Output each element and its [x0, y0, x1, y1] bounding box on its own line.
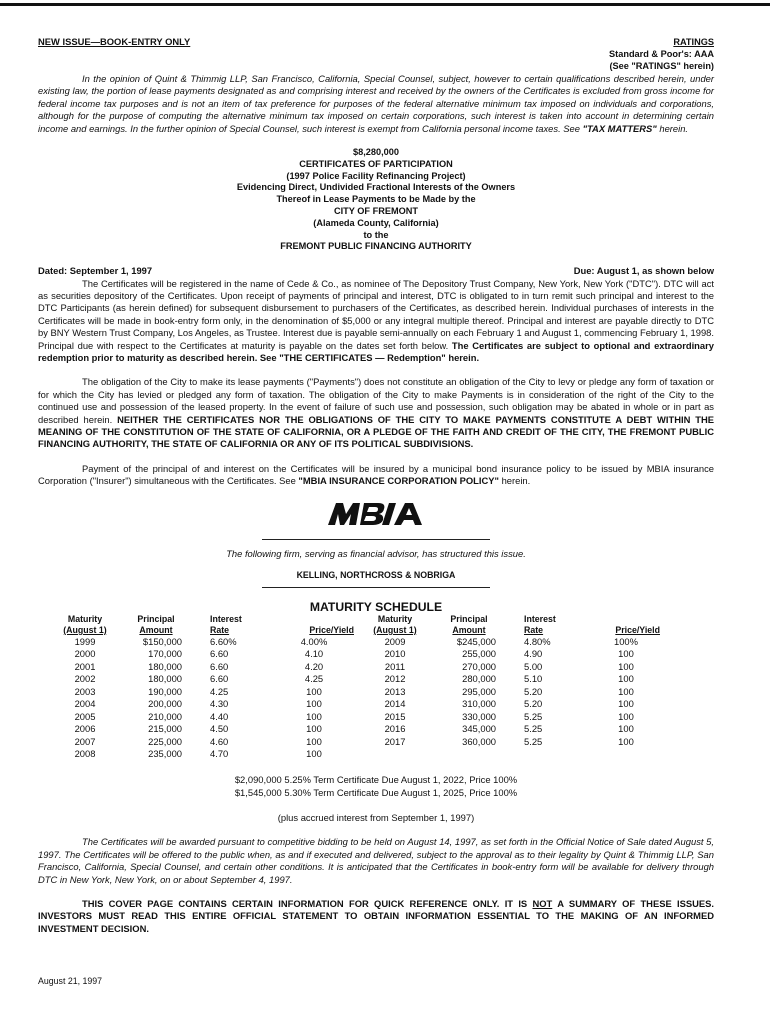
price-yield: 4.20: [304, 660, 324, 672]
table-row: [54, 748, 668, 761]
award-paragraph: The Certificates will be awarded pursuant to competitive bidding to be held on August 14, 1997, as set forth in the Official Notice of Sale dated August 5, 1997. The Certificates will be offered to the public when, as and if executed and delivered, subject to the approval as to their legality by Quint & Thimmig LLP, San Francisco, California, Special Counsel, and certain other conditions. It is anticipated that the Certificates in book-entry form will be available for delivery through DTC in New York, New York, on or about September 4, 1997.: [38, 836, 714, 885]
price-yield: 100: [618, 735, 634, 747]
insurance-paragraph: [38, 463, 714, 488]
price-yield: 100: [618, 710, 634, 722]
registration-text: The Certificates will be registered in the name of Cede & Co., as nominee of The Depository Trust Company, New York, New York ("DTC"). DTC will act as securities depository of the Certificates. Upon receipt of payments of principal and interest, DTC is obligated to in turn remit such principal and interest to the DTC Participants (as herein defined) for subsequent disbursement to purchasers of the Certificates, as described herein. Individual purchases of interests in the Certificates will be made in book-entry form only, in the denomination of $5,000 or any integral multiple thereof. Principal and interest are payable directly to DTC by BNY Western Trust Company, Los Angeles, as Trustee. Interest due is payable semi-annually on each February 1 and August 1, commencing February 1, 1998. Principal due with respect to the Certificates at maturity is payable on the dates set forth below.: [38, 277, 714, 351]
table-row: [54, 673, 668, 686]
interest-rate: 5.20: [524, 698, 543, 710]
notice-part-a: THIS COVER PAGE CONTAINS CERTAIN INFORMATION FOR QUICK REFERENCE ONLY. IT IS: [82, 897, 533, 909]
ratings-line: Standard & Poor's: AAA: [609, 49, 714, 60]
price-yield: 4.25: [304, 673, 324, 685]
interest-rate: 4.90: [524, 648, 543, 660]
quick-reference-notice: [38, 898, 714, 935]
issue-type: NEW ISSUE—BOOK-ENTRY ONLY: [38, 36, 191, 47]
interest-rate: 4.25: [210, 685, 229, 697]
to-the: to the: [363, 229, 389, 240]
price-yield: 100: [618, 685, 634, 697]
price-yield: 100: [618, 660, 634, 672]
price-yield: 100: [306, 723, 322, 735]
interest-rate: 4.70: [210, 748, 229, 760]
principal-amount: 180,000: [148, 673, 182, 685]
maturity-schedule-table: [54, 614, 668, 761]
price-yield: 100: [306, 735, 322, 747]
maturity-year: 2001: [74, 660, 96, 672]
price-yield: 100: [618, 723, 634, 735]
issue-amount: $8,280,000: [353, 147, 399, 158]
term-certificate-2022: $2,090,000 5.25% Term Certificate Due August 1, 2022, Price 100%: [234, 773, 518, 785]
maturity-year: 1999: [74, 635, 96, 647]
interest-rate: 5.25: [524, 710, 543, 722]
principal-amount: 190,000: [148, 685, 182, 697]
insurance-tail: herein.: [498, 475, 531, 487]
col-principal: Principal Amount: [137, 613, 175, 635]
interest-rate: 4.50: [210, 723, 229, 735]
maturity-year: 2012: [384, 673, 406, 685]
interest-rate: 5.00: [524, 660, 543, 672]
document-date: August 21, 1997: [38, 976, 103, 986]
table-row: [54, 636, 668, 649]
interest-rate: 4.80%: [524, 635, 551, 647]
principal-amount: 270,000: [462, 660, 496, 672]
price-yield: 100: [618, 648, 634, 660]
schedule-header-row: [54, 614, 668, 636]
interest-rate: [510, 748, 584, 761]
col-interest-2: Interest Rate: [524, 613, 556, 635]
principal-amount: 180,000: [148, 660, 182, 672]
principal-amount: $150,000: [142, 635, 182, 647]
table-row: [54, 648, 668, 661]
logo-rule: [262, 539, 490, 540]
interest-rate: 6.60%: [210, 635, 237, 647]
principal-amount: 360,000: [462, 735, 496, 747]
maturity-year: 2016: [384, 723, 406, 735]
redemption-notice: The Certificates are subject to optional and extraordinary redemption prior to maturity as described herein. See "THE CERTIFICATES — Redemption" herein.: [38, 339, 714, 364]
debt-disclaimer: NEITHER THE CERTIFICATES NOR THE OBLIGATIONS OF THE CITY TO MAKE PAYMENTS CONSTITUTE A DEBT WITHIN THE MEANING OF THE CONSTITUTION OF THE STATE OF CALIFORNIA, OR A PLEDGE OF THE FAITH AND CREDIT OF THE CITY, THE FREMONT PUBLIC FINANCING AUTHORITY, THE STATE OF CALIFORNIA OR ANY OF ITS POLITICAL SUBDIVISIONS.: [38, 413, 714, 450]
registration-paragraph: [38, 278, 714, 365]
cover-page: [38, 36, 714, 935]
table-row: [54, 686, 668, 699]
advisor-firm: KELLING, NORTHCROSS & NOBRIGA: [296, 569, 456, 580]
col-price-2: Price/Yield: [615, 624, 660, 635]
principal-amount: 295,000: [462, 685, 496, 697]
advisor-intro: The following firm, serving as financial advisor, has structured this issue.: [226, 548, 526, 560]
maturity-year: 2011: [384, 660, 406, 672]
maturity-year: 2010: [384, 648, 406, 660]
interest-rate: 6.60: [210, 673, 229, 685]
obligation-paragraph: [38, 376, 714, 450]
maturity-year: [362, 748, 428, 761]
interest-rate: 5.25: [524, 735, 543, 747]
insurance-policy-ref: "MBIA INSURANCE CORPORATION POLICY": [298, 475, 499, 487]
principal-amount: 345,000: [462, 723, 496, 735]
price-yield: 100: [618, 698, 634, 710]
notice-part-b: A SUMMARY OF THESE ISSUES. INVESTORS MUST READ THIS ENTIRE OFFICIAL STATEMENT TO OBTAIN INFORMATION ESSENTIAL TO THE MAKING OF AN INFORMED INVESTMENT DECISION.: [38, 897, 714, 934]
price-yield: 100: [306, 748, 322, 760]
header: [38, 36, 714, 88]
lease-line: Thereof in Lease Payments to be Made by the: [276, 194, 476, 205]
dates-row: [38, 265, 714, 277]
issue-title: CERTIFICATES OF PARTICIPATION: [299, 158, 453, 169]
ratings-block: [609, 36, 714, 73]
interest-rate: 4.60: [210, 735, 229, 747]
city-name: CITY OF FREMONT: [333, 206, 419, 217]
col-maturity-2: Maturity (August 1): [373, 613, 417, 635]
tax-matters-ref: "TAX MATTERS": [582, 122, 657, 134]
due-date: Due: August 1, as shown below: [573, 265, 714, 277]
principal-amount: 170,000: [148, 648, 182, 660]
top-rule: [0, 3, 770, 6]
maturity-year: 2008: [74, 748, 96, 760]
interest-rate: 5.10: [524, 673, 543, 685]
col-price: Price/Yield: [309, 624, 354, 635]
principal-amount: 280,000: [462, 673, 496, 685]
maturity-year: 2003: [74, 685, 96, 697]
obligation-text: The obligation of the City to make its lease payments ("Payments") does not constitute an obligation of the City to levy or pledge any form of taxation or for which the City has levied or pledged any form of taxation. The obligation of the City to make Payments is in consideration of the right of the City to the continued use and possession of the leased property. In the event of failure of such use and possession, such obligation may be abated in whole or in part as described herein.: [38, 376, 714, 425]
table-row: [54, 711, 668, 724]
project-name: (1997 Police Facility Refinancing Project): [286, 170, 466, 181]
title-block: [38, 147, 714, 253]
schedule-body: [54, 636, 668, 761]
maturity-year: 2015: [384, 710, 406, 722]
table-row: [54, 698, 668, 711]
principal-amount: 310,000: [462, 698, 496, 710]
maturity-year: 2002: [74, 673, 96, 685]
accrued-interest-note: (plus accrued interest from September 1, 1997): [277, 811, 475, 823]
principal-amount: 210,000: [148, 710, 182, 722]
ratings-ref: (See "RATINGS" herein): [609, 61, 714, 72]
term-certificates: [38, 774, 714, 800]
table-row: [54, 661, 668, 674]
firm-rule: [262, 587, 490, 588]
maturity-year: 2006: [74, 723, 96, 735]
ratings-label: RATINGS: [673, 37, 714, 47]
price-yield: [584, 748, 668, 761]
authority-name: FREMONT PUBLIC FINANCING AUTHORITY: [280, 241, 472, 252]
col-maturity: Maturity (August 1): [63, 613, 107, 635]
mbia-logo-mark: [326, 502, 426, 526]
tax-opinion-tail: herein.: [656, 122, 689, 134]
principal-amount: 215,000: [148, 723, 182, 735]
interest-rate: 4.30: [210, 698, 229, 710]
maturity-year: 2007: [74, 735, 96, 747]
table-row: [54, 736, 668, 749]
price-yield: 4.00%: [300, 635, 328, 647]
principal-amount: 255,000: [462, 648, 496, 660]
price-yield: 100%: [614, 635, 638, 647]
maturity-year: 2017: [384, 735, 406, 747]
table-row: [54, 723, 668, 736]
principal-amount: 330,000: [462, 710, 496, 722]
col-principal-2: Principal Amount: [450, 613, 488, 635]
col-interest: Interest Rate: [210, 613, 242, 635]
county-name: (Alameda County, California): [313, 217, 439, 228]
maturity-year: 2014: [384, 698, 406, 710]
maturity-year: 2005: [74, 710, 96, 722]
maturity-year: 2000: [74, 648, 96, 660]
maturity-year: 2013: [384, 685, 406, 697]
price-yield: 100: [306, 710, 322, 722]
dated-date: Dated: September 1, 1997: [38, 265, 153, 277]
price-yield: 100: [306, 698, 322, 710]
maturity-year: 2004: [74, 698, 96, 710]
principal-amount: 225,000: [148, 735, 182, 747]
principal-amount: 200,000: [148, 698, 182, 710]
tax-opinion-text: In the opinion of Quint & Thimmig LLP, San Francisco, California, Special Counsel, subject, however to certain qualifications described herein, under existing law, the portion of lease payments designated as and comprising interest and received by the owners of the Certificates is excluded from gross income for federal income tax purposes and is not an item of tax preference for purposes of the federal alternative minimum tax imposed on individuals and corporations, although for the purpose of computing the alternative minimum tax imposed on certain corporations, such interest is taken into account in determining certain income and earnings. In the further opinion of Special Counsel, such interest is exempt from California personal income taxes. See: [38, 73, 714, 134]
interest-rate: 6.60: [210, 660, 229, 672]
interest-rate: 5.25: [524, 723, 543, 735]
mbia-logo: [38, 502, 714, 529]
principal-amount: 235,000: [148, 748, 182, 760]
insurance-text: Payment of the principal of and interest on the Certificates will be insured by a municipal bond insurance policy to be issued by MBIA insurance Corporation ("Insurer") simultaneous with the Certificates. See: [38, 462, 714, 487]
evidencing-line: Evidencing Direct, Undivided Fractional Interests of the Owners: [236, 182, 516, 193]
principal-amount: $245,000: [456, 635, 496, 647]
price-yield: 100: [618, 673, 634, 685]
price-yield: 100: [306, 685, 322, 697]
interest-rate: 5.20: [524, 685, 543, 697]
notice-not: NOT: [532, 897, 553, 909]
maturity-year: 2009: [384, 635, 406, 647]
interest-rate: 4.40: [210, 710, 229, 722]
interest-rate: 6.60: [210, 648, 229, 660]
principal-amount: [428, 748, 510, 761]
schedule-title: MATURITY SCHEDULE: [309, 599, 443, 614]
price-yield: 4.10: [304, 648, 324, 660]
term-certificate-2025: $1,545,000 5.30% Term Certificate Due August 1, 2025, Price 100%: [234, 786, 518, 798]
